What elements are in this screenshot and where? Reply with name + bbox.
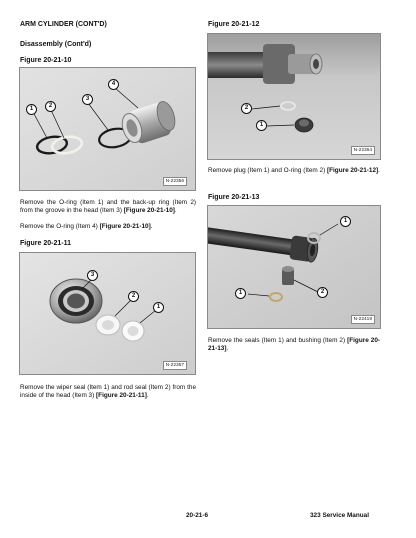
figure-13-callout-2: 2 — [317, 287, 328, 298]
paragraph-oring-backup — [20, 199, 196, 215]
paragraph-period: . — [150, 223, 153, 230]
figure-reference: [Figure 20-21-11] — [96, 392, 147, 400]
figure-11-id: N-22357 — [163, 361, 187, 370]
page-title: ARM CYLINDER (CONT'D) — [20, 21, 107, 28]
figure-11-callout-3: 3 — [87, 270, 98, 281]
figure-12-callout-2: 2 — [241, 103, 252, 114]
paragraph-plug-oring — [208, 167, 380, 175]
paragraph-text: Remove the O-ring (Item 4) — [20, 223, 100, 230]
manual-title: 323 Service Manual — [310, 512, 369, 519]
figure-10-id: N-22356 — [163, 177, 187, 186]
figure-reference: [Figure 20-21-12] — [326, 167, 379, 174]
paragraph-period: . — [174, 207, 177, 215]
figure-13-photo — [207, 205, 381, 329]
figure-11-caption: Figure 20-21-11 — [20, 240, 71, 247]
figure-10-callout-2: 2 — [45, 101, 56, 112]
figure-10-callout-3: 3 — [82, 94, 93, 105]
paragraph-text: Remove the wiper seal (Item 1) and rod seal (Item 2) from the inside of the head (Item 3) — [20, 384, 196, 400]
figure-12-photo — [207, 33, 381, 160]
figure-reference: [Figure 20-21-10] — [99, 223, 151, 230]
paragraph-oring-4 — [20, 223, 196, 231]
figure-10-callout-4: 4 — [108, 79, 119, 90]
page-number: 20-21-6 — [186, 512, 209, 519]
paragraph-text: Remove the O-ring (Item 1) and the back-up ring (Item 2) from the groove in the head (Item 3) — [20, 199, 196, 215]
paragraph-text: Remove plug (Item 1) and O-ring (Item 2) — [208, 167, 327, 174]
figure-10-callout-1: 1 — [26, 104, 37, 115]
figure-11-callout-2: 2 — [128, 291, 139, 302]
paragraph-wiper-rod-seal — [20, 384, 196, 400]
figure-11-callout-1: 1 — [153, 302, 164, 313]
figure-11-photo — [19, 252, 196, 375]
paragraph-period: . — [146, 392, 149, 400]
section-subtitle: Disassembly (Cont'd) — [20, 41, 92, 48]
figure-13-callout-1-top: 1 — [340, 216, 351, 227]
figure-12-callout-1: 1 — [256, 120, 267, 131]
paragraph-period: . — [378, 167, 380, 174]
figure-10-photo — [19, 67, 196, 191]
figure-13-caption: Figure 20-21-13 — [208, 194, 260, 201]
figure-reference: [Figure 20-21-10] — [123, 207, 175, 215]
figure-10-caption: Figure 20-21-10 — [20, 57, 72, 64]
figure-13-id: N-22419 — [351, 315, 375, 324]
figure-reference: [Figure 20-21-13] — [208, 337, 380, 353]
paragraph-seals-bushing — [208, 337, 380, 353]
figure-12-caption: Figure 20-21-12 — [208, 21, 260, 28]
paragraph-text: Remove the seals (Item 1) and bushing (Item 2) — [208, 337, 348, 344]
paragraph-period: . — [226, 345, 229, 353]
figure-12-id: N-22364 — [351, 146, 375, 155]
figure-13-callout-1-bottom: 1 — [235, 288, 246, 299]
